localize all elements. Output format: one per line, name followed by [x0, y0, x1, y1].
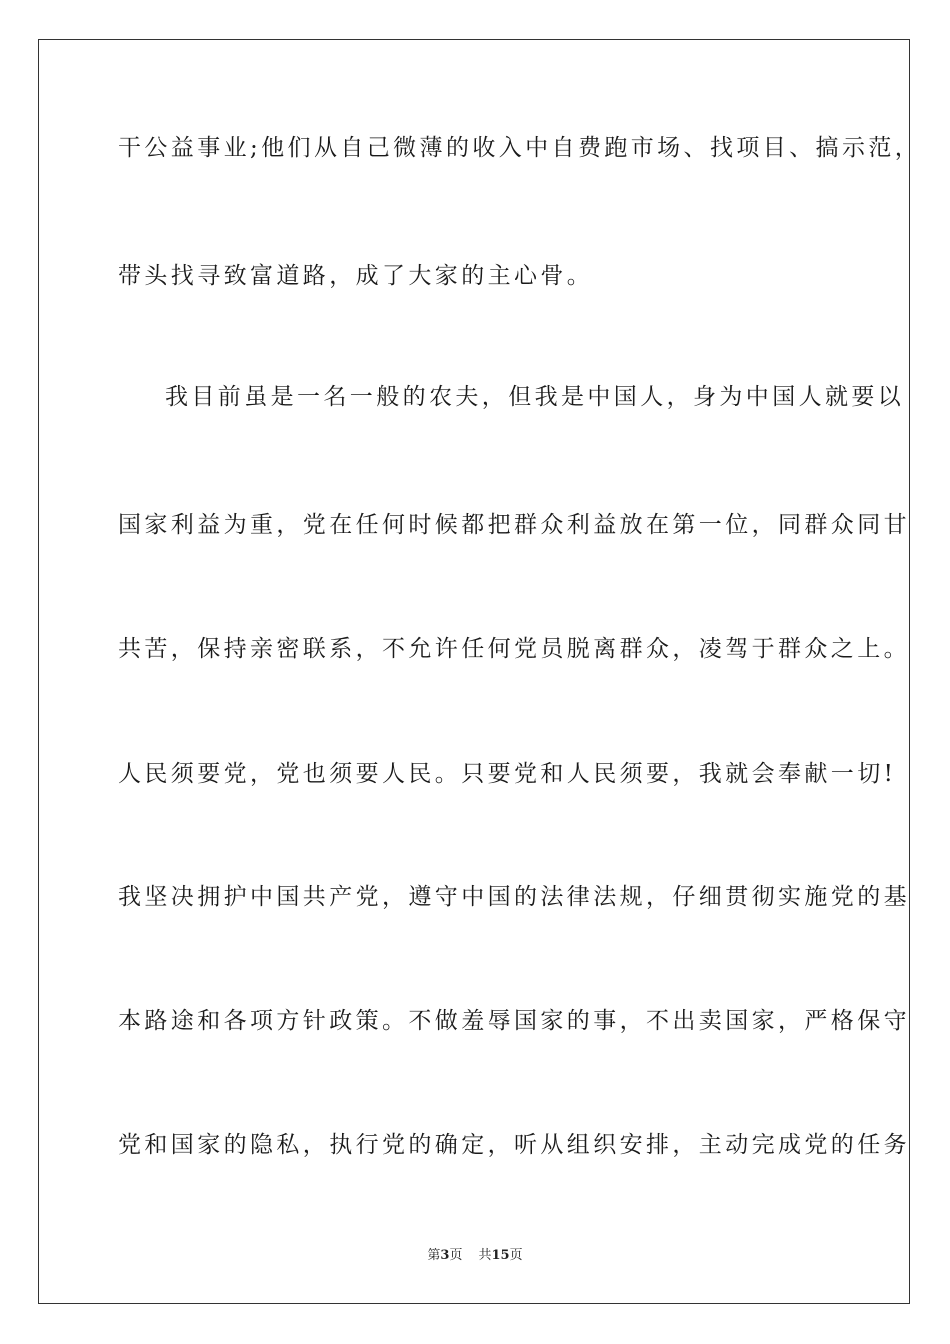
body-text-line-8: 本路途和各项方针政策。不做羞辱国家的事，不出卖国家，严格保守	[118, 1008, 910, 1034]
total-prefix: 共	[478, 1248, 492, 1263]
body-text-line-3: 我目前虽是一名一般的农夫，但我是中国人，身为中国人就要以	[165, 384, 905, 410]
body-text-line-5: 共苦，保持亲密联系，不允许任何党员脱离群众，凌驾于群众之上。	[118, 636, 910, 662]
page-number: 3	[440, 1248, 450, 1263]
total-suffix: 页	[509, 1248, 523, 1263]
body-text-line-1: 干公益事业;他们从自己微薄的收入中自费跑市场、找项目、搞示范，	[118, 135, 922, 161]
body-text-line-9: 党和国家的隐私，执行党的确定，听从组织安排，主动完成党的任务	[118, 1132, 910, 1158]
body-text-line-7: 我坚决拥护中国共产党，遵守中国的法律法规，仔细贯彻实施党的基	[118, 884, 910, 910]
page-prefix: 第	[427, 1248, 441, 1263]
body-text-line-2: 带头找寻致富道路，成了大家的主心骨。	[118, 263, 594, 289]
page-border	[38, 39, 922, 1304]
body-text-line-4: 国家利益为重，党在任何时候都把群众利益放在第一位，同群众同甘	[118, 512, 910, 538]
total-pages: 15	[491, 1248, 510, 1263]
page-footer	[0, 1247, 950, 1265]
body-text-line-6: 人民须要党，党也须要人民。只要党和人民须要，我就会奉献一切!	[118, 761, 897, 787]
page-suffix: 页	[449, 1248, 463, 1263]
